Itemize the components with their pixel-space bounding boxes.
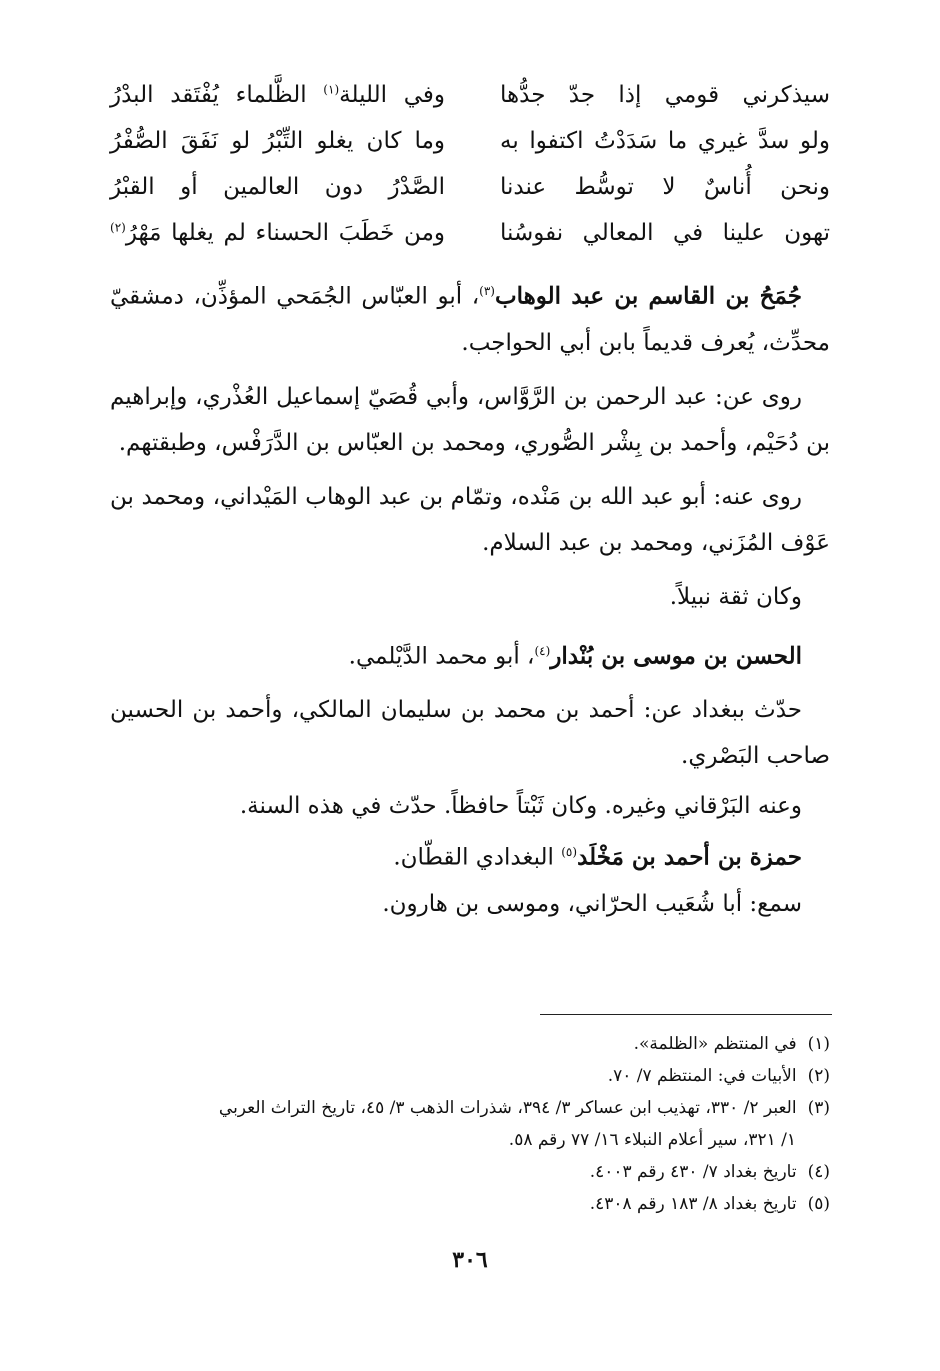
footnote [110,1156,830,1188]
entry-heading [110,268,830,366]
footnote [110,1060,830,1092]
footnote-ref: (٥) [561,845,578,860]
poem [110,82,830,266]
entry-paragraph: روى عن: عبد الرحمن بن الرَّوَّاس، وأبي قُصَيّ إسماعيل العُذْري، وإبراهيم بن دُحَيْم، وأحمد بن بِشْر الصُّوري، ومحمد بن العبّاس بن الدَّرَفْس، وطبقتهم. [110,383,830,456]
footnote-separator [540,1014,832,1015]
verse-second-hemistich: وما كان يغلو التِّبْرُ لو نَفَقَ الصُّفْرُ [110,128,445,154]
footnote-continuation: ١/ ٣٢١، سير أعلام النبلاء ١٦/ ٧٧ رقم ٥٨. [508,1130,796,1150]
entry-name: جُمَحُ بن القاسم بن عبد الوهاب [494,282,802,310]
entry-paragraph: وكان ثقة نبيلاً. [669,583,802,610]
verse-first-hemistich: ونحن أُناسٌ لا توسُّط عندنا [500,174,830,200]
verse-first-hemistich: تهون علينا في المعالي نفوسُنا [500,220,830,246]
verse [110,128,830,174]
entry-description: البغدادي القطّان. [393,844,562,871]
verse-first-hemistich: سيذكرني قومي إذا جدّ جدُّها [500,82,830,108]
verse [110,82,830,128]
footnote-text: العبر ٢/ ٣٣٠، تهذيب ابن عساكر ٣/ ٣٩٤، شذرات الذهب ٣/ ٤٥، تاريخ التراث العربي [218,1098,797,1118]
page-number: ٣٠٦ [452,1247,488,1273]
footnote [110,1092,830,1124]
footnote-ref: (١) [323,82,340,97]
verse-first-hemistich: ولو سدَّ غيري ما سَدَدْتُ اكتفوا به [500,128,830,154]
hemistich-text: ومن خَطَبَ الحسناء لم يغلها مَهْرُ [125,220,445,246]
entry-paragraph: سمع: أبا شُعَيب الحرّاني، وموسى بن هارون. [382,890,802,917]
verse-second-hemistich: الصَّدْرُ دون العالمين أو القبْرُ [110,174,445,200]
verse [110,174,830,220]
footnote [110,1028,830,1060]
entry-name: الحسن بن موسى بن بُنْدار [550,642,802,670]
footnote-text: الأبيات في: المنتظم ٧/ ٧٠. [607,1066,797,1086]
footnote-number: (٤) [807,1162,830,1182]
footnote [110,1188,830,1220]
footnote-text: في المنتظم «الظلمة». [633,1034,797,1054]
footnote-text: تاريخ بغداد ٨/ ١٨٣ رقم ٤٣٠٨. [589,1194,797,1214]
entry-paragraph: حدّث ببغداد عن: أحمد بن محمد بن سليمان المالكي، وأحمد بن الحسين صاحب البَصْري. [110,697,830,770]
entry-heading [110,829,830,881]
footnote-text: تاريخ بغداد ٧/ ٤٣٠ رقم ٤٠٠٣. [589,1162,797,1182]
footnote-ref: (٤) [534,643,551,658]
entries [110,268,830,927]
footnote-ref: (٣) [479,284,495,298]
entry-name: حمزة بن أحمد بن مَخْلَد [577,843,802,871]
hemistich-text: وفي الليلة [339,82,445,108]
footnote-number: (٣) [807,1098,830,1118]
hemistich-text: الظَّلماء يُفْتَقد البدْرُ [110,82,324,108]
entry-paragraph: وعنه البَرْقاني وغيره. وكان ثَبْتاً حافظاً. حدّث في هذه السنة. [239,793,802,820]
footnotes [110,1028,830,1220]
entry-heading [110,628,830,680]
entry-description: ، أبو محمد الدَّيْلمي. [348,643,535,670]
verse [110,220,830,266]
entry-paragraph: روى عنه: أبو عبد الله بن مَنْده، وتمّام بن عبد الوهاب المَيْداني، ومحمد بن عَوْف المُزَني، ومحمد بن عبد السلام. [110,483,830,556]
verse-second-hemistich [110,220,445,246]
footnote-number: (١) [807,1034,830,1054]
footnote-number: (٢) [807,1066,830,1086]
entry-description: ، أبو العبّاس الجُمَحي المؤذِّن، دمشقيّ محدِّث، يُعرف قديماً بابن أبي الحواجب. [110,283,830,356]
verse-second-hemistich [110,82,445,108]
footnote-number: (٥) [807,1194,830,1214]
footnote-ref: (٢) [110,220,126,235]
